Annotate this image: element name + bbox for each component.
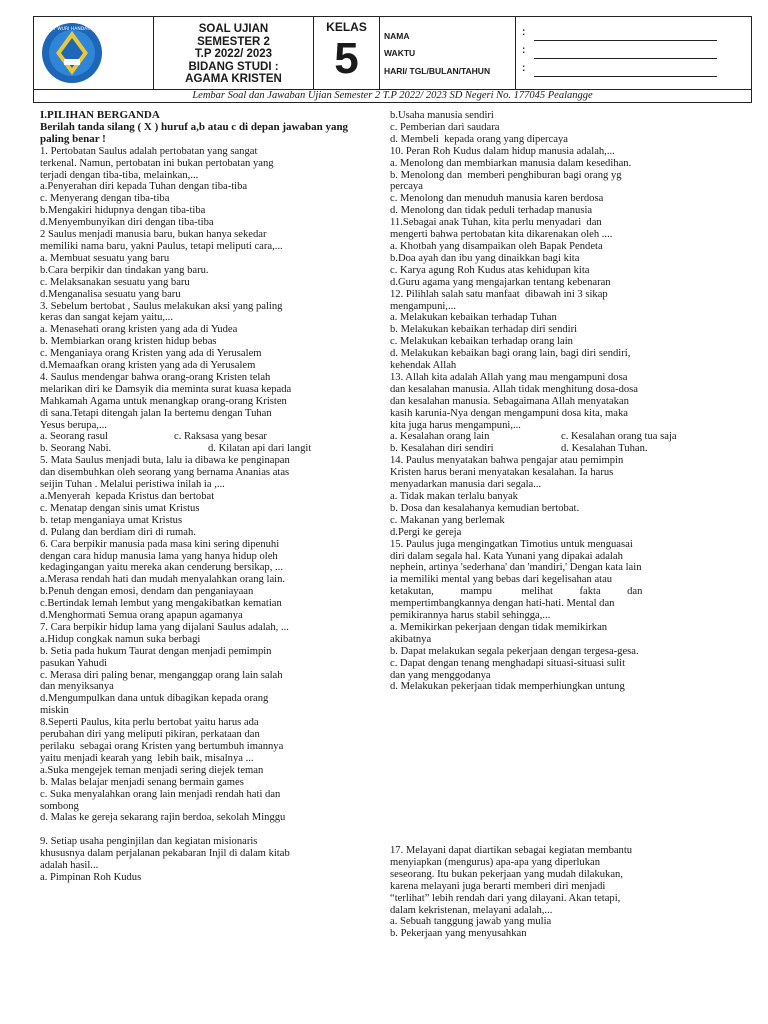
text-line: a. Khotbah yang disampaikan oleh Bapak Pendeta bbox=[390, 240, 603, 252]
text-line: b. Malas belajar menjadi senang bermain games bbox=[40, 776, 244, 788]
text-line: c. Menolong dan menuduh manusia karen berdosa bbox=[390, 193, 604, 205]
text-line: perilaku sebagai orang Kristen yang bertumbuh imannya bbox=[40, 741, 284, 752]
text-line: percaya bbox=[390, 181, 423, 193]
text-line: b.Penuh dengan emosi, dendam dan penganiayaan bbox=[40, 586, 254, 598]
answer-option: d. Kilatan api dari langit bbox=[208, 443, 312, 455]
text-line: 8.Seperti Paulus, kita perlu bertobat yaitu harus ada bbox=[40, 717, 259, 729]
text-line: 10. Peran Roh Kudus dalam hidup manusia adalah,... bbox=[390, 145, 615, 157]
class-block bbox=[314, 17, 380, 89]
text-line: c. Melakukan kebaikan terhadap orang lain bbox=[390, 336, 573, 348]
text-line: a. Memikirkan pekerjaan dengan tidak memikirkan bbox=[390, 621, 608, 633]
answer-option: a. Kesalahan orang lain bbox=[390, 431, 490, 443]
answer-option: b. Kesalahan diri sendiri bbox=[390, 443, 494, 455]
text-line: pasukan Yahudi bbox=[40, 657, 108, 669]
text-line: 7. Cara berpikir hidup lama yang dijalani Saulus adalah, ... bbox=[40, 621, 289, 633]
text-line: a. Tidak makan terlalu banyak bbox=[390, 490, 518, 502]
text-line: c. Pemberian dari saudara bbox=[390, 121, 500, 133]
text-line: c. Menatap dengan sinis umat Kristus bbox=[40, 502, 200, 514]
text-line: di sana.Tetapi ditengah jalan Ia bertemu dengan Tuhan bbox=[40, 407, 272, 419]
text-line: c. Karya agung Roh Kudus atas kehidupan kita bbox=[390, 264, 590, 276]
answer-row bbox=[390, 443, 718, 455]
text-line: b. Setia pada hukum Taurat dengan menjadi pemimpin bbox=[40, 645, 272, 657]
question-block bbox=[40, 455, 360, 824]
text-line: 14. Paulus menyatakan bahwa pengajar atau pemimpin bbox=[390, 455, 624, 467]
answer-option: b. Seorang Nabi. bbox=[40, 443, 112, 455]
text-line: b. Menolong dan memberi penghiburan bagi orang yg bbox=[390, 169, 622, 181]
text-line: b.Cara berpikir dan tindakan yang baru. bbox=[40, 264, 209, 276]
text-line: b.Doa ayah dan ibu yang dinaikkan bagi kita bbox=[390, 252, 580, 264]
text-line: a. Membuat sesuatu yang baru bbox=[40, 252, 170, 264]
time-label: WAKTU bbox=[384, 48, 416, 58]
text-line: menyadarkan manusia dari segala... bbox=[390, 479, 542, 491]
text-line: khususnya dalam perjalanan pekabaran Injil di dalam kitab bbox=[40, 848, 290, 860]
text-line: b. Dosa dan kesalahanya kemudian bertobat. bbox=[390, 502, 580, 514]
text-line: dan menyiksanya bbox=[40, 681, 114, 693]
text-line: d. Membeli kepada orang yang dipercaya bbox=[390, 133, 568, 145]
text-line: keras dan sangat kejam yaitu,... bbox=[40, 312, 173, 324]
answer-row bbox=[390, 431, 718, 443]
text-line: Yesus berupa,... bbox=[40, 419, 107, 431]
question-block bbox=[40, 836, 360, 884]
name-field[interactable]: : bbox=[522, 31, 717, 41]
text-line: a. Pimpinan Roh Kudus bbox=[40, 871, 142, 883]
text-line: d.Pergi ke gereja bbox=[390, 526, 462, 538]
text-line: 12. Pilihlah salah satu manfaat dibawah ini 3 sikap bbox=[390, 288, 608, 300]
name-label: NAMA bbox=[384, 31, 410, 41]
exam-header bbox=[33, 16, 752, 101]
text-line: a. Menasehati orang kristen yang ada di Yudea bbox=[40, 324, 238, 336]
text-line: karena melayani juga berarti memberi diri menjadi bbox=[390, 880, 606, 892]
text-line: dan yang menggodanya bbox=[390, 669, 491, 681]
text-line: kehendak Allah bbox=[390, 360, 457, 372]
text-line: dalam kekristenan, melayani adalah,... bbox=[390, 904, 553, 916]
exam-title-line: AGAMA KRISTEN bbox=[185, 73, 282, 85]
text-line: melarikan diri ke Damsyik dia meminta surat kuasa kepada bbox=[40, 383, 292, 395]
text-line: adalah hasil... bbox=[40, 860, 99, 872]
question-block bbox=[40, 146, 360, 432]
text-line: kasih karunia-Nya dengan mengampuni dosa kita, maka bbox=[390, 407, 628, 419]
text-line: a.Merasa rendah hati dan mudah menyalahkan orang lain. bbox=[40, 574, 286, 586]
question-block bbox=[390, 455, 718, 693]
text-line: d. Melakukan pekerjaan tidak memperhiungkan untung bbox=[390, 681, 625, 693]
answer-option: c. Raksasa yang besar bbox=[174, 431, 267, 443]
question-block bbox=[390, 845, 718, 940]
text-line: d.Menganalisa sesuatu yang baru bbox=[40, 288, 181, 300]
text-line: 2 Saulus menjadi manusia baru, bukan hanya sekedar bbox=[40, 229, 267, 241]
text-line: b. Pekerjaan yang menyusahkan bbox=[390, 928, 527, 940]
time-field[interactable]: : bbox=[522, 49, 717, 59]
text-line: 6. Cara berpikir manusia pada masa kini sering dipenuhi bbox=[40, 538, 280, 550]
text-line: a.Penyerahan diri kepada Tuhan dengan tiba-tiba bbox=[40, 181, 248, 193]
text-line: diri dalam segala hal. Kata Yunani yang dipakai adalah bbox=[390, 550, 623, 562]
text-line: ia memiliki mental yang bebas dari kegelisahan atau bbox=[390, 574, 613, 586]
question-17 bbox=[390, 845, 718, 940]
answer-option: d. Kesalahan Tuhan. bbox=[561, 443, 648, 455]
text-line: c. Merasa diri paling benar, menganggap orang lain salah bbox=[40, 669, 283, 681]
text-line: d. Malas ke gereja sekarang rajin berdoa, sekolah Minggu bbox=[40, 812, 286, 824]
text-line: d.Menghormati Semua orang apapun agamanya bbox=[40, 610, 243, 622]
text-line: a.Menyerah kepada Kristus dan bertobat bbox=[40, 490, 215, 502]
text-line: kedagingangan yaitu mereka akan cenderung bersikap, ... bbox=[40, 562, 283, 574]
text-line: dan kesalahan manusia. Allah tidak menghitung dosa-dosa bbox=[390, 383, 639, 395]
text-line: Kristen harus berani menyatakan kesalahan. Ia harus bbox=[390, 467, 614, 479]
text-line: c. Melaksanakan sesuatu yang baru bbox=[40, 276, 190, 288]
text-line: 9. Setiap usaha penginjilan dan kegiatan misionaris bbox=[40, 836, 258, 848]
text-line: miskin bbox=[40, 705, 69, 717]
text-line: c. Suka menyalahkan orang lain menjadi rendah hati dan bbox=[40, 788, 281, 800]
text-line: sombong bbox=[40, 800, 79, 812]
text-line: mempertimbangkannya dengan hati-hati. Mental dan bbox=[390, 598, 615, 610]
class-label: KELAS bbox=[326, 20, 367, 34]
text-line: menyiapkan (mengurus) apa-apa yang diperlukan bbox=[390, 856, 601, 868]
answer-option: a. Seorang rasul bbox=[40, 431, 108, 443]
text-line: 17. Melayani dapat diartikan sebagai kegiatan membantu bbox=[390, 845, 633, 856]
text-line: pemikirannya harus stabil sehingga,... bbox=[390, 610, 551, 622]
text-line: 15. Paulus juga mengingatkan Timotius untuk menguasai bbox=[390, 538, 633, 550]
text-line: dengan cara hidup manusia lama yang hanya hidup oleh bbox=[40, 550, 278, 562]
text-line: d.Mengumpulkan dana untuk dibagikan kepada orang bbox=[40, 693, 269, 705]
logo-lettering: TUT WURI HANDAYANI bbox=[47, 27, 97, 32]
class-number: 5 bbox=[334, 34, 359, 83]
text-line: “terlihat” lebih rendah dari yang dilayani. Akan tetapi, bbox=[390, 892, 621, 904]
text-line: akibatnya bbox=[390, 633, 432, 645]
answer-option: c. Kesalahan orang tua saja bbox=[561, 431, 677, 443]
tut-wuri-handayani-logo bbox=[41, 22, 103, 84]
student-info-fields bbox=[516, 17, 751, 89]
logo-cell bbox=[34, 17, 154, 89]
text-line: b. Melakukan kebaikan terhadap diri sendiri bbox=[390, 324, 578, 336]
exam-title-line: SEMESTER 2 bbox=[197, 35, 270, 48]
exam-title-line: BIDANG STUDI : bbox=[188, 60, 279, 73]
text-line: d.Memaafkan orang kristen yang ada di Yerusalem bbox=[40, 360, 256, 372]
text-line: b.Mengakiri hidupnya dengan tiba-tiba bbox=[40, 205, 206, 217]
text-line: b.Usaha manusia sendiri bbox=[390, 110, 494, 121]
question-block bbox=[390, 110, 718, 431]
text-line: c. Menganiaya orang Kristen yang ada di Yerusalem bbox=[40, 348, 262, 360]
text-line: perubahan diri yang meliputi pikiran, perkataan dan bbox=[40, 729, 260, 741]
exam-title-line: T.P 2022/ 2023 bbox=[194, 48, 273, 60]
text-line: b. Membiarkan orang kristen hidup bebas bbox=[40, 336, 217, 348]
text-line: c. Makanan yang berlemak bbox=[390, 514, 505, 526]
text-line: kita juga harus mengampuni,... bbox=[390, 419, 521, 431]
text-line: dan disembuhkan oleh seorang yang bernama Ananias atas bbox=[40, 467, 290, 479]
text-line: 11.Sebagai anak Tuhan, kita perlu menyadari dan bbox=[390, 217, 602, 229]
text-line: yaitu menjadi kearah yang lebih baik, misalnya ... bbox=[40, 752, 254, 764]
text-line: terjadi dengan tiba-tiba, melainkan,... bbox=[40, 169, 199, 181]
student-info-labels bbox=[380, 17, 516, 89]
text-line: Mahkamah Agama untuk menangkap orang-orang Kristen bbox=[40, 395, 287, 407]
text-line: d. Menolong dan tidak peduli terhadap manusia bbox=[390, 205, 593, 217]
text-line: d.Menyembunyikan diri dengan tiba-tiba bbox=[40, 217, 214, 229]
answer-row bbox=[40, 431, 360, 443]
text-line: c. Dapat dengan tenang menghadapi situasi-situasi sulit bbox=[390, 657, 626, 669]
text-line: seijin Tuhan . Melalui peristiwa inilah ia ,... bbox=[40, 479, 225, 491]
section-heading: I.PILIHAN BERGANDA bbox=[40, 109, 160, 121]
date-label: HARI/ TGL/BULAN/TAHUN bbox=[384, 66, 491, 76]
text-line: a. Sebuah tanggung jawab yang mulia bbox=[390, 916, 552, 928]
text-line: d. Melakukan kebaikan bagi orang lain, bagi diri sendiri, bbox=[390, 348, 631, 360]
right-column bbox=[390, 110, 718, 693]
text-line: mengampuni,... bbox=[390, 300, 456, 312]
answer-row bbox=[40, 443, 360, 455]
left-column bbox=[40, 110, 360, 884]
exam-title-block bbox=[154, 17, 314, 89]
text-line: d.Guru agama yang mengajarkan tentang kebenaran bbox=[390, 276, 611, 288]
text-line: memiliki nama baru, yakni Paulus, tetapi meliputi cara,... bbox=[40, 240, 283, 252]
text-line: 13. Allah kita adalah Allah yang mau mengampuni dosa bbox=[390, 371, 628, 383]
text-line: b. Dapat melakukan segala pekerjaan dengan tergesa-gesa. bbox=[390, 645, 639, 657]
text-line: ketakutan, mampu melihat fakta dan bbox=[390, 586, 643, 598]
text-line: dan kesalahan manusia. Sebagaimana Allah menyatakan bbox=[390, 395, 629, 407]
text-line: a. Melakukan kebaikan terhadap Tuhan bbox=[390, 312, 557, 324]
text-line: d. Pulang dan berdiam diri di rumah. bbox=[40, 526, 196, 538]
text-line: 5. Mata Saulus menjadi buta, lalu ia dibawa ke penginapan bbox=[40, 455, 290, 467]
text-line: terkenal. Namun, pertobatan ini bukan pertobatan yang bbox=[40, 157, 274, 169]
text-line: 1. Pertobatan Saulus adalah pertobatan yang sangat bbox=[40, 145, 258, 157]
text-line: c. Menyerang dengan tiba-tiba bbox=[40, 193, 170, 205]
text-line: 3. Sebelum bertobat , Saulus melakukan aksi yang paling bbox=[40, 300, 283, 312]
text-line: a.Suka mengejek teman menjadi sering diejek teman bbox=[40, 764, 264, 776]
instruction: Berilah tanda silang ( X ) huruf a,b atau c di depan jawaban yang paling benar ! bbox=[40, 120, 349, 145]
exam-title-line: SOAL UJIAN bbox=[198, 23, 269, 35]
text-line: a. Menolong dan membiarkan manusia dalam kesedihan. bbox=[390, 157, 632, 169]
text-line: nephein, artinya 'sederhana' dan 'mandiri,' Dengan kata lain bbox=[390, 562, 642, 574]
text-line: seseorang. Itu bukan pekerjaan yang mudah dilakukan, bbox=[390, 868, 623, 880]
text-line: mengerti bahwa pertobatan kita dikarenakan oleh .... bbox=[390, 229, 613, 241]
exam-subtitle: Lembar Soal dan Jawaban Ujian Semester 2 T.P 2022/ 2023 SD Negeri No. 177045 Pealangge bbox=[33, 89, 752, 103]
text-line: c.Bertindak lemah lembut yang mengakibatkan kematian bbox=[40, 598, 282, 610]
text-line: 4. Saulus mendengar bahwa orang-orang Kristen telah bbox=[40, 371, 271, 383]
text-line: a.Hidup congkak namun suka berbagi bbox=[40, 633, 201, 645]
text-line: b. tetap menganiaya umat Kristus bbox=[40, 514, 183, 526]
date-field[interactable]: : bbox=[522, 67, 717, 77]
header-table bbox=[33, 16, 752, 90]
